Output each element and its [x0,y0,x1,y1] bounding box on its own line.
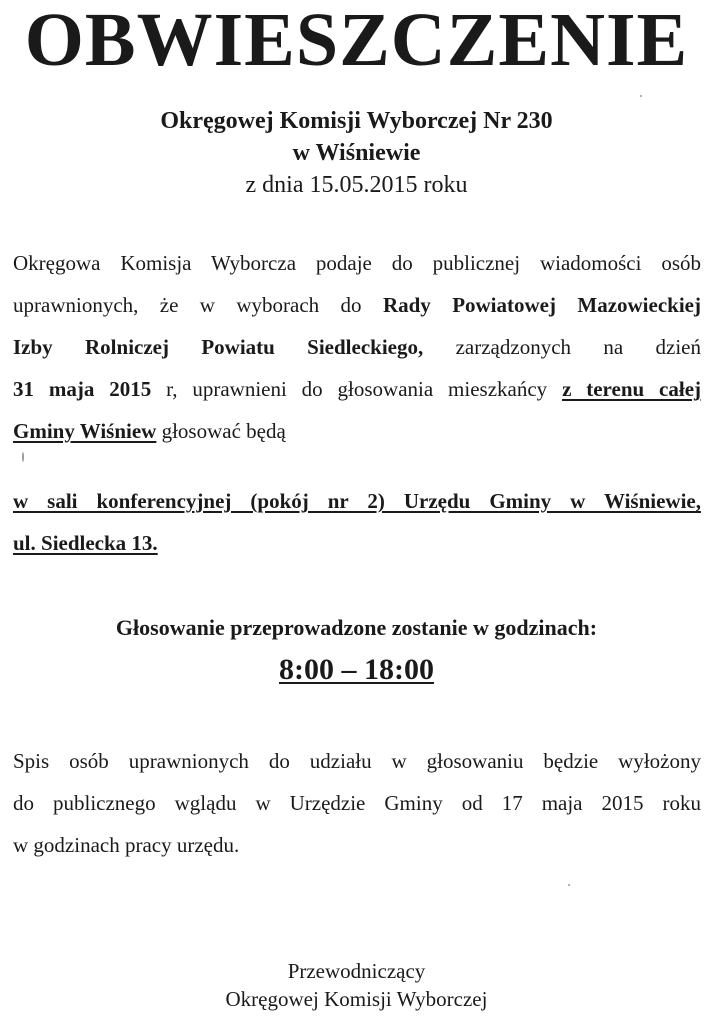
paragraph-line: w godzinach pracy urzędu. [13,833,240,857]
voting-hours [0,652,713,688]
paragraph-line [13,242,701,284]
notice-date: z dnia 15.05.2015 roku [245,172,468,198]
location-line: ul. Siedlecka 13. [13,531,158,555]
paragraph-text: zarządzonych na dzień [455,335,701,359]
scan-speck [568,884,570,886]
council-name: Rady Powiatowej Mazowieckiej [382,293,701,317]
paragraph-line: do publicznego wglądu w Urzędzie Gminy od 17 maja 2015 roku [13,791,701,815]
signature-committee: Okręgowej Komisji Wyborczej [225,987,488,1011]
council-name-cont: Izby Rolniczej Powiatu Siedleckiego, [13,335,424,359]
paragraph-line: Spis osób uprawnionych do udziału w głosowaniu będzie wyłożony [13,749,701,773]
scan-speck [640,95,642,97]
paragraph-line [13,410,701,452]
paragraph-text: r, uprawnieni do głosowania mieszkańcy [166,377,548,401]
scan-speck [22,452,24,462]
area-scope-cont: Gminy Wiśniew [13,419,157,443]
paragraph-text: głosować będą [161,419,286,443]
announcement-paragraph [13,242,701,452]
committee-location: w Wiśniewie [292,140,421,166]
paragraph-text: uprawnionych, że w wyborach do [13,293,362,317]
voter-list-paragraph [13,740,701,866]
committee-name: Okręgowej Komisji Wyborczej Nr 230 [160,108,553,134]
signature-title: Przewodniczący [287,959,426,983]
voting-hours-label: Głosowanie przeprowadzone zostanie w godzinach: [115,615,598,640]
paragraph-line [13,368,701,410]
paragraph-text: Okręgowa Komisja Wyborcza podaje do publicznej wiadomości osób [13,251,701,275]
paragraph-line [13,284,701,326]
election-date: 31 maja 2015 [13,377,152,401]
document-title: OBWIESZCZENIE [24,0,689,82]
paragraph-line [13,326,701,368]
voting-location [13,480,701,564]
location-line: w sali konferencyjnej (pokój nr 2) Urzędu Gminy w Wiśniewie, [13,489,701,513]
voting-hours-value: 8:00 – 18:00 [279,653,434,686]
area-scope: z terenu całej [562,377,702,401]
